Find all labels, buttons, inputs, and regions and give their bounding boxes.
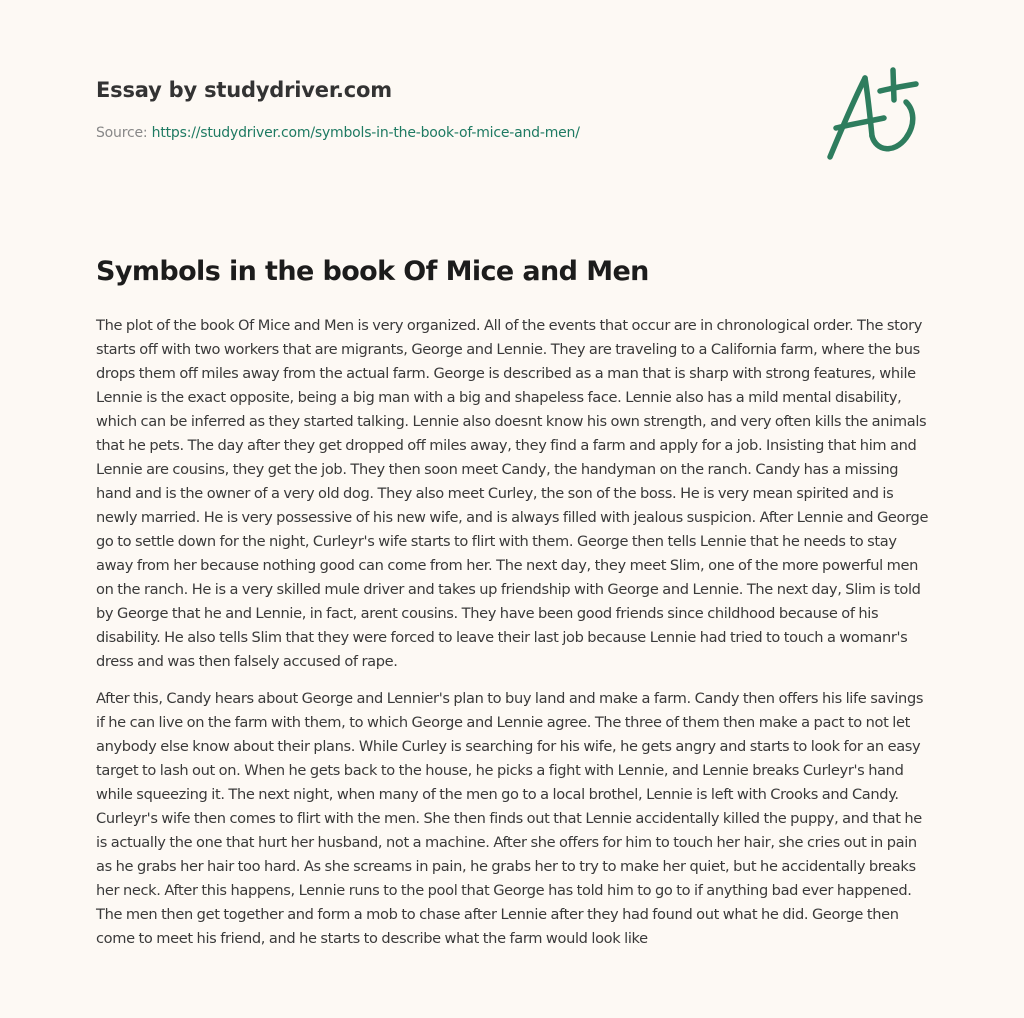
article-paragraph: After this, Candy hears about George and Lennier's plan to buy land and make a farm. Candy then offers his life savings if he can live on the farm with them, to which George and Lennie agree. The three of them then make a pact to not let anybody else know about their plans. While Curley is searching for his wife, he gets angry and starts to look for an easy target to lash out on. When he gets back to the house, he picks a fight with Lennie, and Lennie breaks Curleyr's hand while squeezing it. The next night, when many of the men go to a local brothel, Lennie is left with Crooks and Candy. Curleyr's wife then comes to flirt with the men. She then finds out that Lennie accidentally killed the puppy, and that he is actually the one that hurt her husband, not a machine. After she offers for him to touch her hair, she cries out in pain as he grabs her hair too hard. As she screams in pain, he grabs her to try to make her quiet, but he accidentally breaks her neck. After this happens, Lennie runs to the pool that George has told him to go to if anything bad ever happened. The men then get together and form a mob to chase after Lennie after they had found out what he did. George then come to meet his friend, and he starts to describe what the farm would look like bbox=[96, 690, 924, 947]
source-line bbox=[96, 123, 796, 143]
page-header bbox=[96, 76, 796, 143]
article-title: Symbols in the book Of Mice and Men bbox=[96, 256, 649, 287]
site-title: Essay by studydriver.com bbox=[96, 78, 392, 102]
a-plus-grade-icon bbox=[822, 66, 932, 166]
source-link[interactable]: https://studydriver.com/symbols-in-the-book-of-mice-and-men/ bbox=[151, 125, 580, 141]
article-body bbox=[96, 314, 932, 964]
article-paragraph: The plot of the book Of Mice and Men is very organized. All of the events that occur are in chronological order. The story starts off with two workers that are migrants, George and Lennie. They are traveling to a California farm, where the bus drops them off miles away from the actual farm. George is described as a man that is sharp with strong features, while Lennie is the exact opposite, being a big man with a big and shapeless face. Lennie also has a mild mental disability, which can be inferred as they started talking. Lennie also doesnt know his own strength, and very often kills the animals that he pets. The day after they get dropped off miles away, they find a farm and apply for a job. Insisting that him and Lennie are cousins, they get the job. They then soon meet Candy, the handyman on the ranch. Candy has a missing hand and is the owner of a very old dog. They also meet Curley, the son of the boss. He is very mean spirited and is newly married. He is very possessive of his new wife, and is always filled with jealous suspicion. After Lennie and George go to settle down for the night, Curleyr's wife starts to flirt with them. George then tells Lennie that he needs to stay away from her because nothing good can come from her. The next day, they meet Slim, one of the more powerful men on the ranch. He is a very skilled mule driver and takes up friendship with George and Lennie. The next day, Slim is told by George that he and Lennie, in fact, arent cousins. They have been good friends since childhood because of his disability. He also tells Slim that they were forced to leave their last job because Lennie had tried to touch a womanr's dress and was then falsely accused of rape. bbox=[96, 317, 929, 670]
source-label: Source: bbox=[96, 125, 148, 141]
